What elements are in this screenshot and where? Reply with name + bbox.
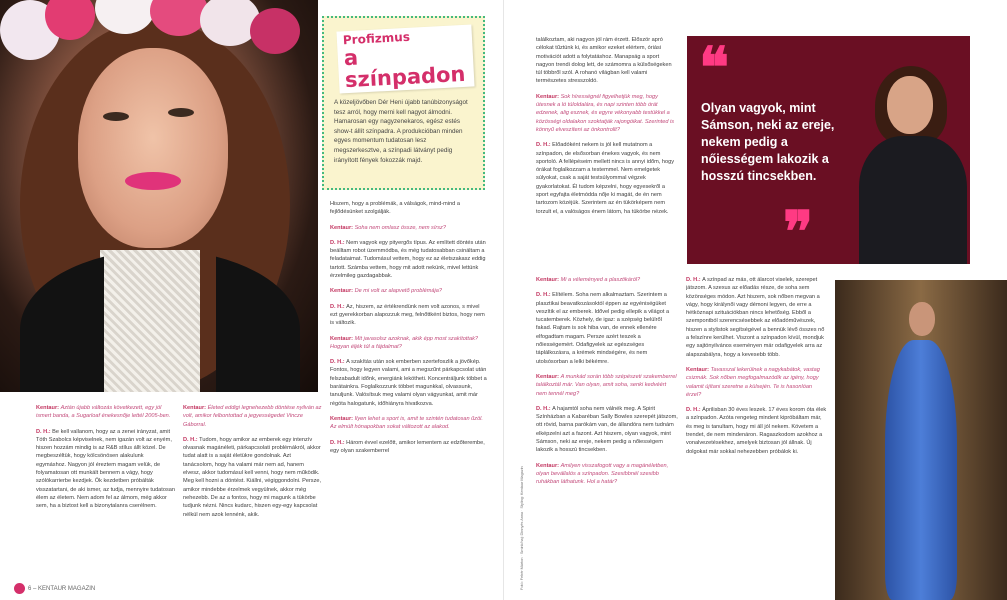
paragraph-text: Mit javasolsz azoknak, akik épp most szakítottak? Hogyan éljék túl a fájdalmat? [330, 335, 478, 350]
paragraph-text: De mi volt az alapvető problémája? [354, 288, 442, 295]
speaker-label: D. H.: [183, 436, 200, 443]
interview-answer [536, 291, 678, 366]
paragraph-text: Előadóként nekem is jól kell mutatnom a színpadon, de elsősorban énekes vagyok, és nem sportoló. A fellépéseim mellett nincs is annyi időm, hogy órákat foglalkozzam a testemmel. Nem emelgetek súlyokat, csak a saját testsúlyommal végzek gyakorlatokat. Él tudom képzelni, hogy egyesekről a sport egyfajta életmódda nője ki magát, de én nem tartozom közéjük. Szerintem az én tükörképem nem torzult el, a valóságos énem látom, ha tükörbe nézek. [536, 142, 675, 215]
page-number: 6 – KENTAUR MAGAZIN [28, 586, 96, 593]
speaker-label: D. H.: [536, 292, 553, 299]
interview-answer [686, 406, 828, 456]
box-title-small: Profizmus [342, 29, 411, 48]
speaker-label: D. H.: [330, 359, 347, 366]
paragraph [536, 36, 678, 86]
interview-answer [686, 276, 828, 359]
interview-answer [330, 358, 488, 408]
text-column-2 [183, 404, 322, 579]
text-column-6 [686, 276, 828, 576]
paragraph-text: A hajamtól soha nem válnék meg. A Spirit Színházban a Kabaréban Sally Bowles szerepét játszom, ott rövid, barna parókám van, de állandóra nem tudnám elképzelni azt a fazont. Azt hiszem, olyan vagyok, mint Sámson, neki az ereje, nekem pedig a nőiességem lakozik a hosszú tincsekben. [536, 405, 678, 454]
interview-answer [330, 303, 488, 328]
intro-box [322, 16, 485, 190]
eye-left-shape [103, 112, 129, 121]
pull-quote: Olyan vagyok, mint Sámson, neki az ereje, nekem pedig a nőiességem lakozik a hosszú tincsekben. [701, 101, 835, 183]
speaker-label: Kentaur: [183, 405, 208, 411]
paragraph-text: találkoztam, aki nagyon jól rám érzett. Először apró célokat tűztünk ki, és amikor ezeket elértem, óriási motivációt adott a folytatáshoz. Manapság a sport nagyon trendi dolog lett, de számomra a külsőségeken túl többről szól. A rohanó világban kell valami természetes stresszoldó. [536, 37, 672, 85]
speaker-label: Kentaur: [330, 335, 355, 342]
speaker-label: D. H.: [536, 405, 553, 412]
flower-shape [250, 8, 300, 54]
paragraph-text: Három évvel ezelőtt, amikor lementem az edzőterembe, egy olyan szakemberrel [330, 439, 485, 454]
interview-answer [536, 405, 678, 455]
lips-shape [125, 172, 181, 190]
paragraph-text: Áprilisban 30 éves leszek. 17 éves korom óta élek a színpadon. Azóta rengeteg mindent kipróbáltam már, és meg is tanultam, hogy mi áll jól nekem. Követem a trendet, de nem mindenáron. Ragaszkodom azokhoz a vonalvezetésekhez, amelyek biztosan jól állnak. Új dolgokat már sokkal nehezebben próbálok ki. [686, 407, 827, 455]
paragraph-text: Sok hírességnél figyelhetjük meg, hogy ütesnek a ló túloldalára, és napi szinten több órát edzenek, alig esznek, és egyre vékonyabb testükkel a közösségi oldalakon szoktatják rajongóikat. Szerinted is könnyű elveszíteni az önkontrollt? [536, 93, 675, 133]
quote-open-icon: ❝ [699, 36, 730, 101]
paragraph-text: Soha nem omlasz össze, nem sírsz? [354, 224, 446, 231]
quote-close-icon: ❞ [783, 199, 814, 264]
box-title [336, 25, 474, 94]
page-gutter [503, 0, 504, 600]
text-column-1 [36, 404, 175, 579]
speaker-label: Kentaur: [686, 366, 711, 373]
interview-question [686, 366, 828, 399]
box-title-big: a színpadon [343, 45, 466, 93]
paragraph-text: Tavasszal lekerülnek a nagykabátok, vastag csizmák. Sok nőben megfogalmazódik az igény, hogy valamit újítani szeretne a külsején. Te is hasonlóan érzel? [686, 366, 820, 398]
paragraph-text: Aztán újabb változás következett, egy jól ismert banda, a Sugarloaf énekesnője lettél 2005-ben. [36, 405, 171, 420]
photo-credits: Fotó: Fehér Márton · Smink/haj: Dinnyés Anna · Styling: Kentaur Magazin [520, 466, 524, 590]
paragraph-text: Elítélem. Soha nem alkalmaztam. Szerintem a plasztikai beavatkozásoktól éppen az egyéniségüket veszítik el az emberek. Idővel pedig ellepik a világot a tucatemberek. Közhely, de igaz: a szépség belülről fakad. Rajtam is sok hiba van, de ennek ellenére elfogadtam magam. Persze azért teszek a nőiességemért. Odafigyelek az egészséges táplálkozásra, a krémek mindségére, és nem utolsósorban a lelki békémre. [536, 292, 670, 365]
interview-question [536, 373, 678, 398]
interview-answer [330, 439, 488, 456]
text-column-5 [536, 276, 678, 576]
paragraph-text: Tudom, hogy amikor az emberek egy intenzív olvasnak magánéleti, párkapcsolati problémákról, akkor tudat alatt is a saját életükre gondolnak. Azt tanácsolom, hogy ha valami már nem ad, hanem elvesz, akkor tudomásul kell venni, hogy nem működik. Meg kell hozni a döntést. Kiállni, végiggondolni. Persze, amikor mindebbe érzelmek vegyülnek, akkor még nehezebb. De az a fontos, hogy mi magunk a tükörbe tudjunk nézni. Nincs kudarc, hiszen egy-egy kapcsolat nélkül nem azok lennénk, akik. [183, 436, 322, 518]
blue-dress-shape [885, 340, 957, 600]
page-footer [14, 583, 95, 594]
face-shape [887, 76, 933, 134]
interview-question [536, 276, 678, 284]
box-text: A közeljövőben Dér Heni újabb tanúbizonyságot tesz arról, hogy merni kell nagyot álmodni. Hamarosan egy nagyzenekaros, egész estés show-t állít színpadra. A produkcióban minden egyes momentum tudatosan lesz megszerkesztve, a színpadi látványt pedig irányított fények fokozzák majd. [334, 99, 468, 164]
interview-answer [36, 428, 175, 511]
interview-question [330, 287, 488, 295]
speaker-label: D. H.: [686, 407, 703, 414]
interview-question [330, 415, 488, 432]
speaker-label: D. H.: [330, 303, 347, 310]
magazine-logo-icon [14, 583, 25, 594]
dress-shape [859, 136, 967, 264]
paragraph-text: A szakítás után sok emberben szertefoszlik a jövőkép. Fontos, hogy legyen valami, ami a megszűnt párkapcsolat után felszabadult időnk, energiánk lekötheti. Koncentráljunk többet a barátainkra. Foglalkozzunk többet magunkkal, olvassunk, tanuljunk. Valósítsuk meg valami olyan vágyunkat, amit már régóta halogatunk, időhiányra hivatkozva. [330, 359, 487, 407]
speaker-label: Kentaur: [330, 224, 355, 231]
speaker-label: Kentaur: [536, 277, 561, 283]
paragraph-text: Hiszem, hogy a problémák, a válságok, mind-mind a fejlődésünket szolgálják. [330, 201, 460, 216]
eye-right-shape [168, 108, 194, 117]
paragraph-text: Az, hiszem, az értékrendünk nem volt azonos, s mivel ezt gyerekkorban alapozzuk meg, felnőttként biztos, hogy nem is változik. [330, 303, 485, 327]
paragraph-text: Nem vagyok egy pityergős típus. Az említett döntés után beálltam robot üzemmódba, és még tudatosabban csináltam a feladataimat. Tudomásul vettem, hogy ez az életszakasz eddig tartott. Számba vettem, hogy mit adott nekünk, mivel lettünk érzelmileg gazdagabbak. [330, 239, 486, 280]
interview-question [36, 404, 175, 421]
paragraph-text: A színpad az más, ott álarcot viselek, szerepet játszom. A szexus az előadás része, de soha sem közönséges módon. Azt hiszem, sok nőben megvan a vágy, hogy királynői vagy démoni legyen, de erre a hétköznapi szituációkban nincs lehetőség. Ebből a szempontból szerencsésebbek az előadóművészek, hiszen a stylistok segítségével a bennük lévő összes nő a felszínre kerülhet. Viszont a színpadon kívül, mondjuk egy sajtónyilvános eseményen már odafigyelek arra az alapszabályra, hogy a kevesebb több. [686, 277, 825, 358]
paragraph [330, 200, 488, 217]
speaker-label: Kentaur: [536, 93, 561, 100]
interview-answer [330, 239, 488, 280]
text-column-4 [536, 36, 678, 268]
interview-question [330, 335, 488, 352]
lace-top-shape [100, 250, 200, 392]
paragraph-text: Be kell vallanom, hogy az a zenei irányzat, amit Tóth Szabolcs képviselnek, nem igazán volt az enyém, hiszen hozzám mindig is az R&B stílus állt közel. De megbeszéltük, hogy kölcsönösen alakulunk egymáshoz. Nagyon jól éreztem magam velük, de folyamatosan ott munkált bennem a vágy, hogy szólókarrierbe kezdjek. Ők kezdetben próbálták visszatartani, de aki ismer, az tudja, mennyire tudatosan élem az életem. Nem adom fel az álmom, még akkor sem, ha a biztost kell a bizonytalanra cserélnem. [36, 428, 175, 510]
speaker-label: D. H.: [36, 428, 53, 435]
text-column-3 [330, 200, 488, 580]
interview-answer [183, 436, 322, 519]
blue-dress-photo [835, 280, 1007, 600]
speaker-label: D. H.: [686, 277, 703, 283]
portrait-photo-left [0, 0, 318, 392]
face-shape [909, 302, 935, 336]
interview-question [536, 462, 678, 487]
paragraph-text: Mi a véleményed a plasztikáról? [560, 277, 641, 283]
speaker-label: D. H.: [536, 142, 553, 149]
interview-question [330, 224, 488, 232]
interview-question [536, 93, 678, 134]
speaker-label: Kentaur: [36, 405, 61, 411]
quote-photo [687, 36, 970, 264]
paragraph-text: A munkád során több szépészeti szakemberrel találkoztál már. Van olyan, amit soha, senki kedvéért nem tennél meg? [536, 373, 677, 397]
speaker-label: Kentaur: [536, 373, 561, 380]
speaker-label: D. H.: [330, 239, 347, 246]
paragraph-text: Ilyen lehet a sport is, amit te szintén tudatosan űzöl. Az elmúlt hónapokban sokat változott az alakod. [330, 415, 483, 431]
paragraph-text: Amilyen visszafogott vagy a magánéletben, olyan bevállalós a színpadon. Szexibbnél szexibb ruhákban láthatunk. Hol a határ? [536, 462, 669, 486]
face-shape [78, 48, 228, 248]
speaker-label: Kentaur: [330, 288, 355, 295]
speaker-label: Kentaur: [330, 415, 355, 422]
paragraph-text: Életed eddigi legnehezebb döntése nyilván az volt, amikor felbontottad a jegyességedet Vincze Gáborral. [183, 405, 322, 428]
speaker-label: D. H.: [330, 439, 347, 446]
speaker-label: Kentaur: [536, 462, 561, 469]
interview-question [183, 404, 322, 429]
interview-answer [536, 141, 678, 216]
